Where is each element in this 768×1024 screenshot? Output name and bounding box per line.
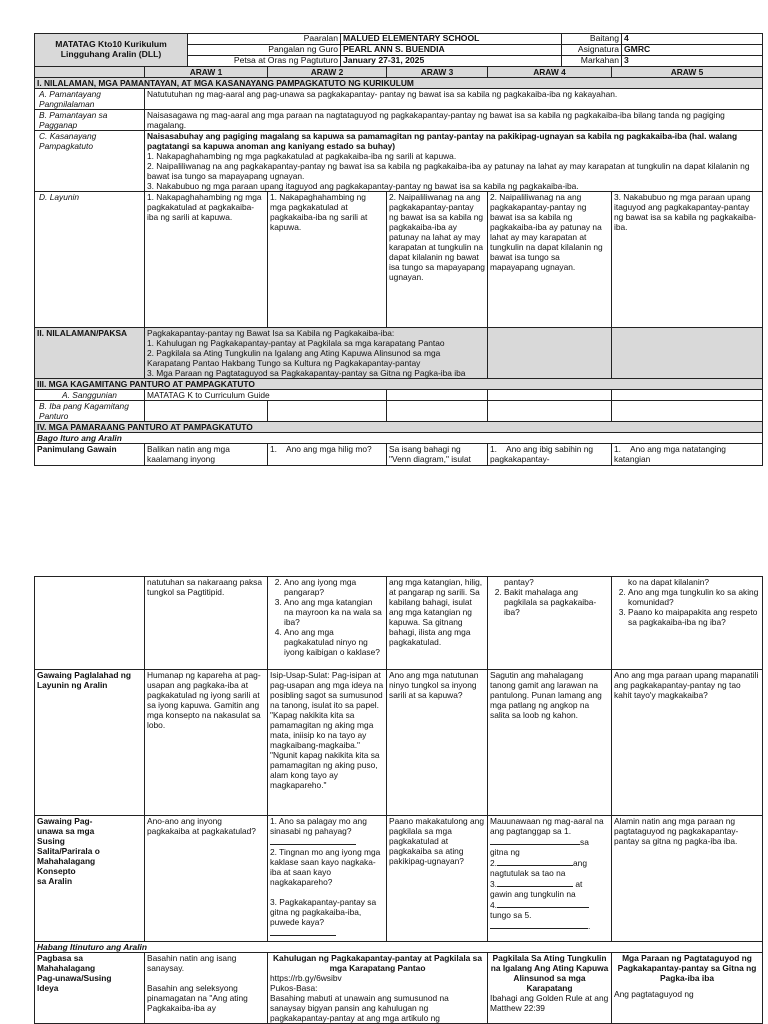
asignatura-value: GMRC: [622, 45, 763, 56]
header-table: [34, 33, 763, 67]
pamantayan-sa-pagganap-text: Naisasagawa ng mag-aaral ang mga paraan na nagtataguyod ng pagkakapantay-pantay ng bawat isa sa kabila ng pagkakaiba-iba bilang tanda ng pagiging magalang.: [145, 110, 763, 131]
pagbasa-day-2-3: Kahulugan ng Pagkakapantay-pantay at Pagkilala sa mga Karapatang Pantao https://rb.gy/6wsibv Pukos-Basa: Basahing mabuti at unawain ang sumusunod na sanaysay bigyan pansin ang kahulugan ng pagkakapantay-pantay at ang mga artikulo ng: [268, 953, 488, 1024]
paglalahad-day-2: Isip-Usap-Sulat: Pag-isipan at pag-usapan ang mga ideya na posibling sagot sa sumusunod na tanong, isulat ito sa papel. "Kapag nakikita kita sa pamamagitan ng aking mga mata, iniisip ko na tayo ay magkaibang-magkaiba." "Ngunit kapag nakikita kita sa pamamagitan ng aking puso, alam kong tayo ay magkapareho.": [268, 670, 387, 816]
paglalahad-day-5: Ano ang mga paraan upang mapanatili ang pagkakapantay-pantay ng tao kahit tayo'y magkakaiba?: [612, 670, 763, 816]
day-4-header: ARAW 4: [488, 67, 612, 78]
section-1-title: I. NILALAMAN, MGA PAMANTAYAN, AT MGA KASANAYANG PAMPAGKATUTO NG KURIKULUM: [35, 78, 763, 89]
fill-blank-5: [490, 920, 588, 929]
lesson-plan-page-1: [34, 33, 762, 466]
kasanayang-pampagkatuto-label: C. Kasanayang Pampagkatuto: [35, 131, 145, 192]
reading-link[interactable]: https://rb.gy/6wsibv: [270, 973, 342, 983]
answer-blank: [270, 836, 356, 845]
iba-pang-kagamitan-label: B. Iba pang Kagamitang Panturo: [35, 401, 145, 422]
pamantayang-pangnilalaman-label: A. Pamantayang Pangnilalaman: [35, 89, 145, 110]
layunin-day-4: 2. Naipaliliwanag na ang pagkakapantay-pantay ng bawat isa sa kabila ng pagkakaiba-iba ay patunay na lahat ay may karapatan at tungkulin na dapat kilalanin ng bawat isa tungo sa mapayapang ugnayan.: [488, 192, 612, 328]
pagbasa-label: Pagbasa sa Mahahalagang Pag-unawa/Susing Ideya: [35, 953, 145, 1024]
pamantayan-sa-pagganap-label: B. Pamantayan sa Pagganap: [35, 110, 145, 131]
layunin-day-2: 1. Nakapaghahambing ng mga pagkakatulad at pagkakaiba-iba ng sarili at kapuwa.: [268, 192, 387, 328]
paglalahad-day-3: Ano ang mga natutunan ninyo tungkol sa inyong sarili at sa kapuwa?: [387, 670, 488, 816]
sanggunian-text: MATATAG K to Curriculum Guide: [145, 390, 387, 401]
nilalaman-label: II. NILALAMAN/PAKSA: [35, 328, 145, 379]
panimulang-gawain-label: Panimulang Gawain: [35, 444, 145, 466]
panimula-day-5-top: 1. Ano ang mga natatanging katangian: [612, 444, 763, 466]
panimula-day-1-top: Balikan natin ang mga kaalamang inyong: [145, 444, 268, 466]
paaralan-label: Paaralan: [188, 34, 341, 45]
kasanayang-pampagkatuto-text: Naisasabuhay ang pagiging magalang sa kapuwa sa pamamagitan ng pantay-pantay na pakikipag-ugnayan sa kabila ng pagkakaiba-iba (hal. walang pagtatangi sa kapuwa anoman ang kaniyang estado sa buhay) 1. Nakapaghahambing ng mga pagkakatulad at pagkakaiba-iba ng sarili at kapuwa. 2. Naipaliliwanag na ang pagkakapantay-pantay ng bawat isa sa kabila ng pagkakaiba-iba ay patunay na lahat ay may karapatan at tungkulin na dapat kilalanin ng bawat isa tungo sa mapayapang ugnayan. 3. Nakabubuo ng mga paraan upang itaguyod ang pagkakapantay-pantay ng bawat isa sa kabila ng pagkakaiba-iba.: [145, 131, 763, 192]
fill-blank-1: [490, 836, 580, 845]
section-3-title: III. MGA KAGAMITANG PANTURO AT PAMPAGKATUTO: [35, 379, 763, 390]
answer-blank: [270, 927, 336, 936]
section-4-title: IV. MGA PAMARAANG PANTURO AT PAMPAGKATUTO: [35, 422, 763, 433]
paglalahad-day-4: Sagutin ang mahalagang tanong gamit ang larawan na pantulong. Punan lamang ang mga patlang ng angkop na salita sa loob ng kahon.: [488, 670, 612, 816]
pagbasa-day-4: Pagkilala Sa Ating Tungkulin na Igalang Ang Ating Kapuwa Alinsunod sa mga Karapatang Ibahagi ang Golden Rule at ang Matthew 22:39: [488, 953, 612, 1024]
day-2-header: ARAW 2: [268, 67, 387, 78]
baitang-label: Baitang: [562, 34, 622, 45]
baitang-value: 4: [622, 34, 763, 45]
petsa-value: January 27-31, 2025: [341, 56, 562, 67]
pagbasa-day-5: Mga Paraan ng Pagtataguyod ng Pagkakapantay-pantay sa Gitna ng Pagka-iba iba Ang pagtataguyod ng: [612, 953, 763, 1024]
panimula-day-5-cont: ko na dapat kilalanin? 2. Ano ang mga tungkulin ko sa aking komunidad? 3. Paano ko maipapakita ang respeto sa pagkakaiba-iba ng iba?: [612, 577, 763, 670]
pag-unawa-label: Gawaing Pag- unawa sa mga Susing Salita/Parirala o Mahahalagang Konsepto sa Aralin: [35, 816, 145, 942]
fill-blank-3: [497, 878, 573, 887]
pamantayang-pangnilalaman-text: Natututuhan ng mag-aaral ang pag-unawa sa pagkakapantay- pantay ng bawat isa sa kabila ng pagkakaiba-iba ng kakayahan.: [145, 89, 763, 110]
day-1-header: ARAW 1: [145, 67, 268, 78]
fill-blank-2: [497, 857, 573, 866]
fill-blank-4: [497, 899, 589, 908]
panimula-day-2-top: 1. Ano ang mga hilig mo?: [268, 444, 387, 466]
main-table-2: [34, 576, 763, 1024]
pag-unawa-day-1: Ano-ano ang inyong pagkakaiba at pagkakatulad?: [145, 816, 268, 942]
layunin-label: D. Layunin: [35, 192, 145, 328]
layunin-day-1: 1. Nakapaghahambing ng mga pagkakatulad at pagkakaiba-iba ng sarili at kapuwa.: [145, 192, 268, 328]
habang-itinuturo-label: Habang Itinuturo ang Aralin: [35, 942, 763, 953]
day-5-header: ARAW 5: [612, 67, 763, 78]
pag-unawa-day-2: 1. Ano sa palagay mo ang sinasabi ng pahayag? 2. Tingnan mo ang iyong mga kaklase saan kayo nagkaka-iba at saan kayo nagkakapareho? 3. Pagkakapantay-pantay sa gitna ng pagkakaiba-iba, puwede kaya?: [268, 816, 387, 942]
paglalahad-day-1: Humanap ng kapareha at pag-usapan ang pagkaka-iba at pagkakatulad ng iyong sarili at sa iyong kapuwa. Gamitin ang mga konsepto na nakasulat sa lobo.: [145, 670, 268, 816]
panimula-day-3-top: Sa isang bahagi ng "Venn diagram," isulat: [387, 444, 488, 466]
panimula-day-2-cont: 2. Ano ang iyong mga pangarap? 3. Ano ang mga katangian na mayroon ka na wala sa iba? 4. Ano ang mga pagkakatulad ninyo ng iyong kaibigan o kaklase?: [268, 577, 387, 670]
bago-ituro-label: Bago Ituro ang Aralin: [35, 433, 763, 444]
markahan-value: 3: [622, 56, 763, 67]
sanggunian-label: A. Sanggunian: [35, 390, 145, 401]
guro-value: PEARL ANN S. BUENDIA: [341, 45, 562, 56]
paglalahad-label: Gawaing Paglalahad ng Layunin ng Aralin: [35, 670, 145, 816]
layunin-day-3: 2. Naipaliliwanag na ang pagkakapantay-pantay ng bawat isa sa kabila ng pagkakaiba-iba ay patunay na lahat ay may karapatan at tungkulin na dapat kilalanin ng bawat isa tungo sa mapayapang ugnayan.: [387, 192, 488, 328]
pag-unawa-day-5: Alamin natin ang mga paraan ng pagtataguyod ng pagkakapantay-pantay sa gitna ng pagka-iba iba.: [612, 816, 763, 942]
pag-unawa-day-3: Paano makakatulong ang pagkilala sa mga pagkakatulad at pagkakaiba sa ating pakikipag-ugnayan?: [387, 816, 488, 942]
pag-unawa-day-4: Mauunawaan ng mag-aaral na ang pagtanggap sa 1. sa gitna ng 2. ang nagtutulak sa tao na 3. at gawin ang tungkulin na 4. tungo sa 5. .: [488, 816, 612, 942]
panimula-day-3-cont: ang mga katangian, hilig, at pangarap ng sarili. Sa kabilang bahagi, isulat ang mga katangian ng kapuwa. Sa gitnang bahagi, ilista ang mga pagkakatulad.: [387, 577, 488, 670]
paaralan-value: MALUED ELEMENTARY SCHOOL: [341, 34, 562, 45]
markahan-label: Markahan: [562, 56, 622, 67]
panimula-day-4-cont: pantay? 2. Bakit mahalaga ang pagkilala sa pagkakaiba-iba?: [488, 577, 612, 670]
petsa-label: Petsa at Oras ng Pagtuturo: [188, 56, 341, 67]
day-header-row: [35, 67, 763, 78]
lesson-plan-page-2: [34, 576, 762, 1024]
guro-label: Pangalan ng Guro: [188, 45, 341, 56]
panimula-day-1-cont: natutuhan sa nakaraang paksa tungkol sa Pagtitipid.: [145, 577, 268, 670]
asignatura-label: Asignatura: [562, 45, 622, 56]
nilalaman-text: Pagkakapantay-pantay ng Bawat Isa sa Kabila ng Pagkakaiba-iba: 1. Kahulugan ng Pagkakapantay-pantay at Pagkilala sa mga karapatang Pantao 2. Pagkilala sa Ating Tungkulin na Igalang ang Ating Kapuwa Alinsunod sa mga Karapatang Pantao Hakbang Tungo sa Kultura ng Pagkakapantay-pantay 3. Mga Paraan ng Pagtataguyod sa Pagkakapantay-pantay sa Gitna ng Pagka-iba iba: [145, 328, 488, 379]
layunin-day-5: 3. Nakabubuo ng mga paraan upang itaguyod ang pagkakapantay-pantay ng bawat isa sa kabila ng pagkakaiba-iba.: [612, 192, 763, 328]
panimula-day-4-top: 1. Ano ang ibig sabihin ng pagkakapantay-: [488, 444, 612, 466]
dll-title: MATATAG Kto10 Kurikulum Lingguhang Aralin (DLL): [35, 34, 188, 67]
pagbasa-day-1: Basahin natin ang isang sanaysay. Basahin ang seleksyong pinamagatan na "Ang ating Pagkakaiba-iba ay: [145, 953, 268, 1024]
day-3-header: ARAW 3: [387, 67, 488, 78]
main-table-1: [34, 66, 763, 466]
